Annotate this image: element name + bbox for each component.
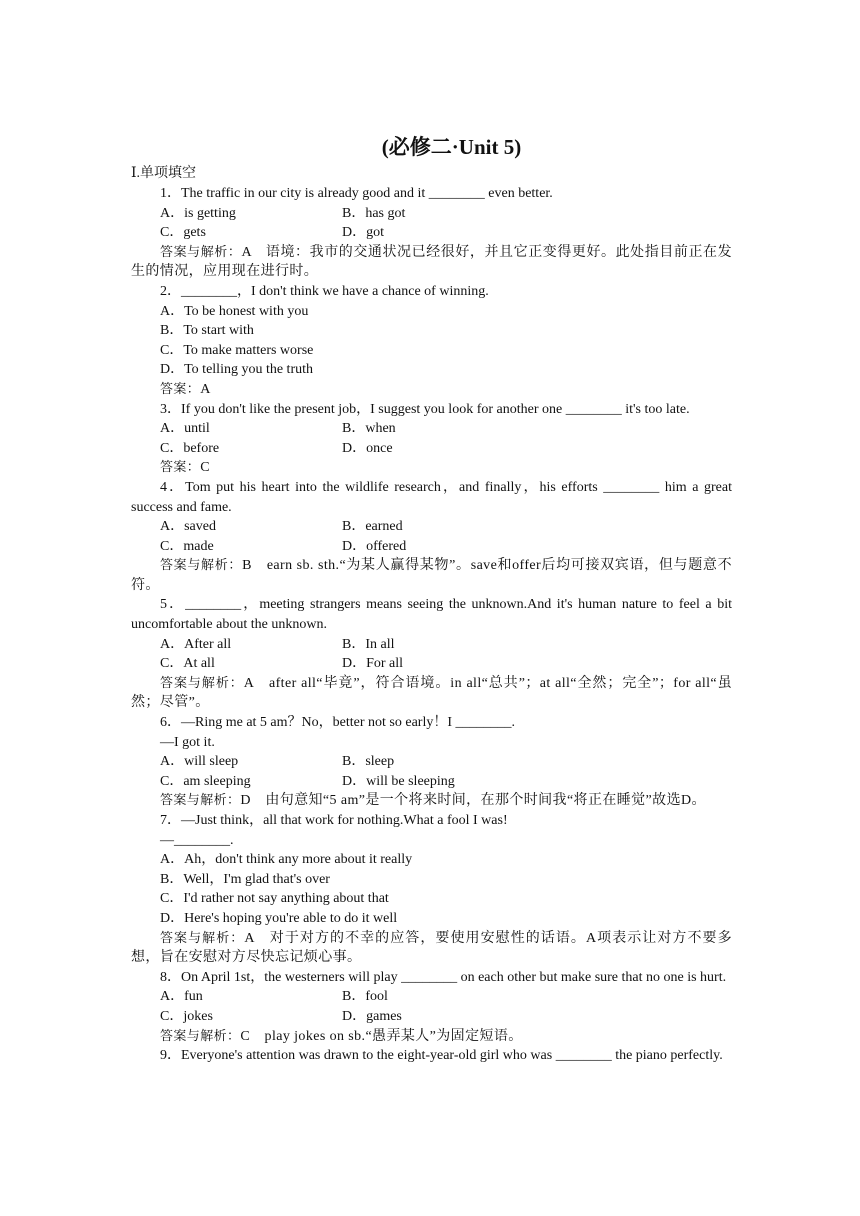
option-row: [131, 419, 732, 439]
answer-text: C: [200, 460, 210, 476]
option-row: [131, 752, 732, 772]
question-stem: 1．The traffic in our city is already good and it ________ even better.: [160, 186, 553, 201]
question-list: [131, 184, 732, 1066]
answer-text: A 对于对方的不幸的应答，要使用安慰性的话语。A项表示让对方不要多想，旨在安慰对方尽快忘记烦心事。: [131, 930, 732, 966]
answer-text: A 语境：我市的交通状况已经很好，并且它正变得更好。此处指目前正在发生的情况，应用现在进行时。: [131, 244, 733, 280]
option: A．until: [160, 421, 210, 437]
option: D．Here's hoping you're able to do it well: [160, 910, 398, 926]
question-item: [131, 968, 732, 1046]
question-item: [131, 595, 732, 713]
option: C．At all: [160, 656, 215, 672]
question-stem: 3．If you don't like the present job，I suggest you look for another one ________ it's too late.: [160, 401, 690, 417]
question-stem: 8．On April 1st，the westerners will play ________ on each other but make sure that no one is hurt.: [160, 969, 727, 985]
option: B．Well，I'm glad that's over: [160, 871, 330, 887]
answer-text: D 由句意知“5 am”是一个将来时间，在那个时间我“将正在睡觉”故选D。: [240, 793, 706, 809]
question-stem: 9．Everyone's attention was drawn to the eight-year-old girl who was ________ the piano perfectly.: [160, 1048, 723, 1064]
option: C．To make matters worse: [160, 342, 314, 358]
option: D．got: [342, 225, 384, 241]
answer-label: 答案与解析：: [160, 675, 244, 691]
option: C．jokes: [160, 1008, 213, 1024]
option-row: [131, 654, 732, 674]
option-row: [131, 517, 732, 537]
answer-label: 答案与解析：: [160, 1028, 241, 1044]
option: A．saved: [160, 519, 216, 535]
option: A．Ah，don't think any more about it really: [160, 852, 413, 868]
question-stem: 2．________，I don't think we have a chance of winning.: [160, 283, 489, 299]
answer-label: 答案与解析：: [160, 558, 243, 574]
question-item: [131, 1046, 732, 1066]
option: A．To be honest with you: [160, 303, 309, 319]
question-stem: 7．—Just think，all that work for nothing.What a fool I was!: [160, 813, 508, 828]
answer-label: 答案：: [160, 460, 201, 476]
section-heading: Ⅰ.单项填空: [131, 166, 197, 181]
answer-label: 答案与解析：: [160, 793, 241, 809]
question-reply: —________.: [160, 832, 234, 848]
option: B．fool: [342, 989, 388, 1005]
answer-text: A after all“毕竟”，符合语境。in all“总共”；at all“全然；完全”；for all“虽然；尽管”。: [131, 675, 733, 711]
answer-explanation: [131, 556, 732, 595]
option: A．is getting: [160, 205, 236, 221]
answer-text: C play jokes on sb.“愚弄某人”为固定短语。: [240, 1028, 523, 1044]
option-row: [131, 204, 732, 224]
option-row: [131, 1007, 732, 1027]
question-stem: 6．—Ring me at 5 am？No，better not so early！I ________.: [160, 715, 515, 731]
document-page: [131, 132, 732, 1066]
option-row: [131, 439, 732, 459]
option-row: [131, 987, 732, 1007]
question-item: [131, 811, 732, 968]
answer-explanation: [131, 791, 732, 811]
answer-label: 答案与解析：: [160, 930, 245, 946]
option: D．offered: [342, 538, 407, 554]
answer-explanation: [131, 1027, 732, 1047]
option: C．made: [160, 538, 214, 554]
option-row: [131, 537, 732, 557]
answer-explanation: [131, 458, 732, 478]
option: B．earned: [342, 519, 403, 535]
option: C．I'd rather not say anything about that: [160, 891, 389, 907]
answer-explanation: [131, 929, 732, 968]
answer-text: A: [200, 381, 211, 397]
answer-label: 答案：: [160, 381, 201, 397]
option: A．fun: [160, 989, 203, 1005]
option-row: [131, 772, 732, 792]
question-stem: 5．________，meeting strangers means seeing the unknown.And it's human nature to feel a bit uncomfortable about the unknown.: [131, 597, 732, 633]
answer-explanation: [131, 380, 732, 400]
option: B．In all: [342, 636, 395, 652]
option-row: [131, 223, 732, 243]
option: C．before: [160, 440, 220, 456]
option: B．when: [342, 421, 396, 437]
option: D．To telling you the truth: [160, 362, 314, 378]
answer-explanation: [131, 674, 732, 713]
question-item: [131, 282, 732, 400]
option: D．once: [342, 440, 393, 456]
option: A．will sleep: [160, 754, 239, 770]
option: B．has got: [342, 205, 406, 221]
option: C．gets: [160, 225, 206, 241]
question-stem: 4．Tom put his heart into the wildlife research，and finally，his efforts ________ him a great success and fame.: [131, 479, 732, 515]
answer-text: B earn sb. sth.“为某人赢得某物”。save和offer后均可接双宾语，但与题意不符。: [131, 558, 732, 593]
option: D．games: [342, 1008, 402, 1024]
question-item: [131, 400, 732, 478]
question-reply: —I got it.: [160, 734, 215, 750]
option-row: [131, 635, 732, 655]
option: D．will be sleeping: [342, 773, 455, 789]
option: B．sleep: [342, 754, 395, 770]
option: B．To start with: [160, 323, 254, 339]
question-item: [131, 713, 732, 811]
answer-explanation: [131, 243, 732, 282]
option: A．After all: [160, 636, 232, 652]
option: C．am sleeping: [160, 773, 251, 789]
option: D．For all: [342, 656, 404, 672]
page-title: (必修二·Unit 5): [381, 135, 522, 159]
question-item: [131, 184, 732, 282]
question-item: [131, 478, 732, 596]
answer-label: 答案与解析：: [160, 244, 242, 260]
